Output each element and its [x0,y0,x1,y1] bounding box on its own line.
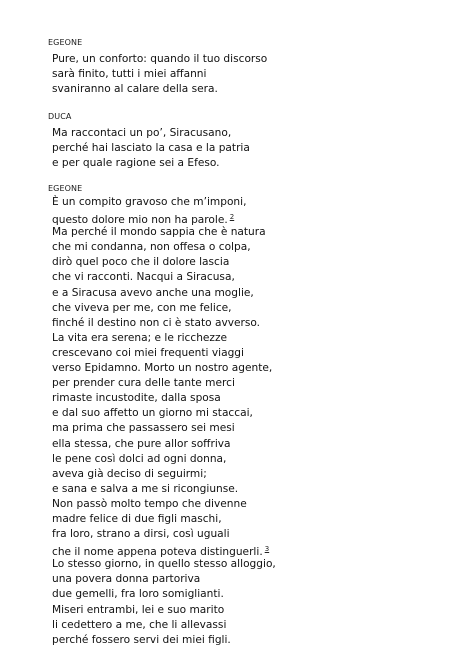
verse-line: li cedettero a me, che li allevassi [52,618,227,631]
verse-line [52,542,276,557]
verse-line: le pene così dolci ad ogni donna, [52,452,227,465]
verse-line: perché hai lasciato la casa e la patria [52,142,250,155]
verse-line [52,210,276,225]
verse-line: e per quale ragione sei a Efeso. [52,157,220,170]
verse-line: fra loro, strano a dirsi, così uguali [52,528,230,541]
speaker-name: DUCA [48,112,72,121]
verse-line: che vi racconti. Nacqui a Siracusa, [52,271,235,284]
verse-line: e sana e salva a me si ricongiunse. [52,482,239,495]
footnote-marker[interactable]: 3 [264,545,270,554]
verse-line: ella stessa, che pure allor soffriva [52,437,231,450]
verse-line: rimaste incustodite, dalla sposa [52,392,221,405]
verse-line: La vita era serena; e le ricchezze [52,331,228,344]
verse-line: Lo stesso giorno, in quello stesso alloggio, [52,558,276,571]
verse-line: e a Siracusa avevo anche una moglie, [52,286,254,299]
verse-line-text: questo dolore mio non ha parole. [52,214,228,227]
verse-line: dirò quel poco che il dolore lascia [52,256,230,269]
verse-block [52,52,267,97]
verse-line: ma prima che passassero sei mesi [52,422,235,435]
verse-block [52,126,250,171]
verse-line: che viveva per me, con me felice, [52,301,232,314]
verse-line: madre felice di due figli maschi, [52,512,222,525]
verse-line-text: che il nome appena poteva distinguerli. [52,546,263,559]
verse-line: una povera donna partoriva [52,573,201,586]
verse-line: È un compito gravoso che m’imponi, [52,196,247,208]
verse-line: crescevano coi miei frequenti viaggi [52,346,244,359]
verse-line: e dal suo affetto un giorno mi staccai, [52,407,253,420]
verse-line: che mi condanna, non offesa o colpa, [52,241,251,254]
verse-line: svaniranno al calare della sera. [52,83,218,96]
verse-block [52,195,276,648]
verse-line: due gemelli, fra loro somiglianti. [52,588,224,601]
verse-line: perché fossero servi dei miei figli. [52,633,231,646]
footnote-marker[interactable]: 2 [229,213,235,222]
speaker-name: EGEONE [48,38,83,47]
verse-line: Ma raccontaci un po’, Siracusano, [52,127,232,139]
verse-line: Miseri entrambi, lei e suo marito [52,603,225,616]
verse-line: Non passò molto tempo che divenne [52,497,247,510]
speaker-name: EGEONE [48,184,83,193]
verse-line: Ma perché il mondo sappia che è natura [52,226,266,239]
verse-line: sarà finito, tutti i miei affanni [52,68,207,81]
verse-line: per prender cura delle tante merci [52,377,235,390]
verse-line: aveva già deciso di seguirmi; [52,467,207,480]
verse-line: Pure, un conforto: quando il tuo discorso [52,53,268,65]
verse-line: finché il destino non ci è stato avverso. [52,316,261,329]
verse-line: verso Epidamno. Morto un nostro agente, [52,362,273,375]
